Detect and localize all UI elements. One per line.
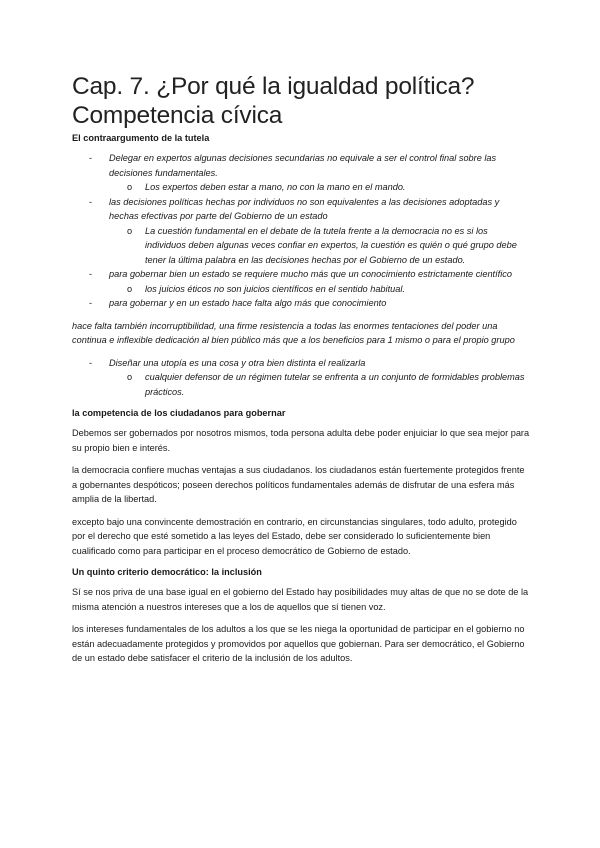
section-heading-inclusion: Un quinto criterio democrático: la inclusión [72, 567, 262, 577]
paragraph-incorruptibilidad: hace falta también incorruptibilidad, una firme resistencia a todas las enormes tentaciones del poder una continua e inflexible dedicación al bien público más que a los beneficios para 1 mismo o para el propio grupo [72, 320, 515, 345]
list-item: - para gobernar bien un estado se requiere mucho más que un conocimiento estrictamente científico o los juicios éticos no son juicios científicos en el sentido habitual. [72, 267, 530, 296]
bullet-list-utopia [72, 356, 530, 400]
page-title [72, 72, 530, 130]
title-line-1: Cap. 7. ¿Por qué la igualdad política? [72, 73, 475, 100]
section-heading-competencia: la competencia de los ciudadanos para gobernar [72, 408, 286, 418]
paragraph: la democracia confiere muchas ventajas a sus ciudadanos. los ciudadanos están fuertemente protegidos frente a gobernantes despóticos; poseen derechos políticos fundamentales además de disfrutar de una esfera más amplia de la libertad. [72, 465, 525, 504]
paragraph: Sí se nos priva de una base igual en el gobierno del Estado hay posibilidades muy altas de que no se dote de la misma atención a nuestros intereses que a los de aquellos que sí tienen voz. [72, 587, 529, 612]
section-heading-tutela: El contraargumento de la tutela [72, 133, 210, 143]
paragraph: los intereses fundamentales de los adultos a los que se les niega la oportunidad de participar en el gobierno no están adecuadamente protegidos y promovidos por aquellos que gobiernan. Para ser democrático, el Gobierno de un estado debe satisfacer el criterio de la inclusión de los adultos. [72, 624, 525, 663]
list-item: - para gobernar y en un estado hace falta algo más que conocimiento [89, 298, 387, 308]
title-line-2: Competencia cívica [72, 102, 283, 129]
list-item: o cualquier defensor de un régimen tutelar se enfrenta a un conjunto de formidables problemas prácticos. [127, 372, 525, 397]
list-item: - las decisiones políticas hechas por individuos no son equivalentes a las decisiones adoptadas y hechas efectivas por parte del Gobierno de un estado o La cuestión fundamental en el debate de la tutela frente a la democracia no es si los individuos deben algunas veces confiar en expertos, la cuestión es quién o qué grupo debe tener la última palabra en las decisiones hechas por el Gobierno de un estado. [72, 195, 530, 268]
list-item: - Delegar en expertos algunas decisiones secundarias no equivale a ser el control final sobre las decisiones fundamentales. o Los expertos deben estar a mano, no con la mano en el mando. [72, 151, 530, 195]
paragraph: excepto bajo una convincente demostración en contrario, en circunstancias singulares, todo adulto, protegido por el derecho que esté sometido a las leyes del Estado, debe ser considerado lo suficientemente bien cualificado como para participar en el proceso democrático de Gobierno de estado. [72, 516, 517, 556]
list-item: o La cuestión fundamental en el debate de la tutela frente a la democracia no es si los individuos deben algunas veces confiar en expertos, la cuestión es quién o qué grupo debe tener la última palabra en las decisiones hechas por el Gobierno de un estado. [127, 225, 517, 265]
list-item: o los juicios éticos no son juicios científicos en el sentido habitual. [127, 283, 405, 294]
list-item: o Los expertos deben estar a mano, no con la mano en el mando. [127, 182, 406, 192]
paragraph: Debemos ser gobernados por nosotros mismos, toda persona adulta debe poder enjuiciar lo que sea mejor para su propio bien e interés. [72, 428, 530, 453]
document-page [72, 72, 530, 674]
bullet-list-tutela [72, 151, 530, 311]
list-item: - Diseñar una utopía es una cosa y otra bien distinta el realizarla o cualquier defensor de un régimen tutelar se enfrenta a un conjunto de formidables problemas prácticos. [72, 356, 530, 400]
